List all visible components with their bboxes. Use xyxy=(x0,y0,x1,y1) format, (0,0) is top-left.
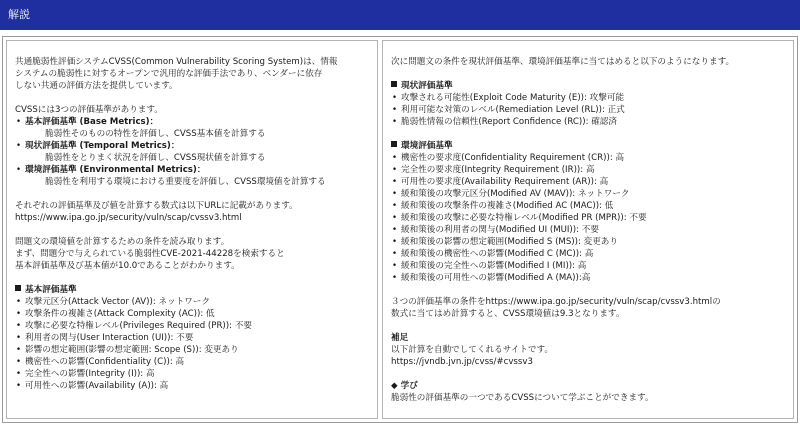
list-item: • 完全性の要求度(Integrity Requirement (IR)): 高 xyxy=(391,164,785,176)
list-item: • 緩和策後の攻撃元区分(Modified AV (MAV)): ネットワーク xyxy=(391,188,785,200)
list-item: • 利用者の関与(User Interaction (UI)): 不要 xyxy=(15,332,369,344)
supplement-heading: 補足 xyxy=(391,333,409,343)
criteria-name: 基本評価基準 (Base Metrics)： xyxy=(25,117,159,127)
supplement-text: 以下計算を自動でしてくれるサイトです。 https://jvndb.jvn.jp/cvss/#cvssv3 xyxy=(391,345,553,367)
list-item: • 可用性への影響(Availability (A)): 高 xyxy=(15,380,369,392)
list-item: • 攻撃される可能性(Exploit Code Maturity (E)): 攻撃可能 xyxy=(391,92,785,104)
page-title: 解説 xyxy=(8,8,30,21)
criteria-desc: 脆弱性そのものの特性を評価し、CVSS基本値を計算する xyxy=(45,129,266,139)
formula-url-text: それぞれの評価基準及び値を計算する数式は以下URLに記載があります。 https://www.ipa.go.jp/security/vuln/scap/cvssv3.html xyxy=(15,201,298,223)
list-item: • 緩和策後の攻撃に必要な特権レベル(Modified PR (MPR)): 不要 xyxy=(391,212,785,224)
criteria-name: 環境評価基準 (Environmental Metrics)： xyxy=(25,165,206,175)
list-item: • 緩和策後の影響の想定範囲(Modified S (MS)): 変更あり xyxy=(391,236,785,248)
learning-heading: ◆ 学び xyxy=(391,381,418,391)
explanation-panel xyxy=(2,36,798,423)
list-item: • 緩和策後の機密性への影響(Modified C (MC)): 高 xyxy=(391,248,785,260)
list-item: • 利用可能な対策のレベル(Remediation Level (RL)): 正式 xyxy=(391,104,785,116)
list-item: • 攻撃元区分(Attack Vector (AV)): ネットワーク xyxy=(15,296,369,308)
list-item: • 影響の想定範囲(影響の想定範囲: Scope (S)): 変更あり xyxy=(15,344,369,356)
base-metrics-list xyxy=(15,296,369,392)
list-item: • 緩和策後の可用性への影響(Modified A (MA)):高 xyxy=(391,272,785,284)
right-intro: 次に問題文の条件を現状評価基準、環境評価基準に当てはめると以下のようになります。 xyxy=(391,57,735,67)
list-item: • 完全性への影響(Integrity (I)): 高 xyxy=(15,368,369,380)
list-item: • 緩和策後の完全性への影響(Modified I (MI)): 高 xyxy=(391,260,785,272)
square-bullet-icon xyxy=(391,81,397,87)
criteria-item xyxy=(15,140,369,164)
right-column xyxy=(382,40,794,419)
temporal-metrics-heading: 現状評価基準 xyxy=(391,80,785,92)
page-header xyxy=(0,0,800,30)
list-item: • 攻撃に必要な特権レベル(Privileges Required (PR)): 不要 xyxy=(15,320,369,332)
list-item: • 緩和策後の利用者の関与(Modified UI (MUI)): 不要 xyxy=(391,224,785,236)
problem-text: 問題文の環境値を計算するための条件を読み取ります。 まず、問題分で与えられている脆弱性CVE-2021-44228を検索すると 基本評価基準及び基本値が10.0であることがわかります。 xyxy=(15,237,285,271)
environmental-metrics-list xyxy=(391,152,785,284)
cvss-intro: 共通脆弱性評価システムCVSS(Common Vulnerability Scoring System)は、情報 システムの脆弱性に対するオープンで汎用的な評価手法であり、ベンダーに依存 しない共通の評価方法を提供しています。 xyxy=(15,57,338,91)
left-column xyxy=(6,40,378,419)
list-item: • 機密性の要求度(Confidentiality Requirement (CR)): 高 xyxy=(391,152,785,164)
square-bullet-icon xyxy=(391,141,397,147)
learning-text: 脆弱性の評価基準の一つであるCVSSについて学ぶことができます。 xyxy=(391,393,654,403)
criteria-item xyxy=(15,164,369,188)
criteria-name: 現状評価基準 (Temporal Metrics)： xyxy=(25,141,180,151)
environmental-metrics-heading: 環境評価基準 xyxy=(391,140,785,152)
list-item: • 機密性への影響(Confidentiality (C)): 高 xyxy=(15,356,369,368)
header-divider xyxy=(0,30,800,32)
criteria-item xyxy=(15,116,369,140)
criteria-lead: CVSSには3つの評価基準があります。 xyxy=(15,105,163,115)
list-item: • 脆弱性情報の信頼性(Report Confidence (RC)): 確認済 xyxy=(391,116,785,128)
criteria-desc: 脆弱性をとりまく状況を評価し、CVSS現状値を計算する xyxy=(45,153,266,163)
list-item: • 緩和策後の攻撃条件の複雑さ(Modified AC (MAC)): 低 xyxy=(391,200,785,212)
criteria-list xyxy=(15,116,369,188)
base-metrics-heading: 基本評価基準 xyxy=(15,284,369,296)
result-text: ３つの評価基準の条件をhttps://www.ipa.go.jp/security/vuln/scap/cvssv3.htmlの 数式に当てはめ計算すると、CVSS環境値は9.3となります。 xyxy=(391,297,721,319)
list-item: • 攻撃条件の複雑さ(Attack Complexity (AC)): 低 xyxy=(15,308,369,320)
temporal-metrics-list xyxy=(391,92,785,128)
list-item: • 可用性の要求度(Availability Requirement (AR)): 高 xyxy=(391,176,785,188)
square-bullet-icon xyxy=(15,285,21,291)
criteria-desc: 脆弱性を利用する環境における重要度を評価し、CVSS環境値を計算する xyxy=(45,177,326,187)
